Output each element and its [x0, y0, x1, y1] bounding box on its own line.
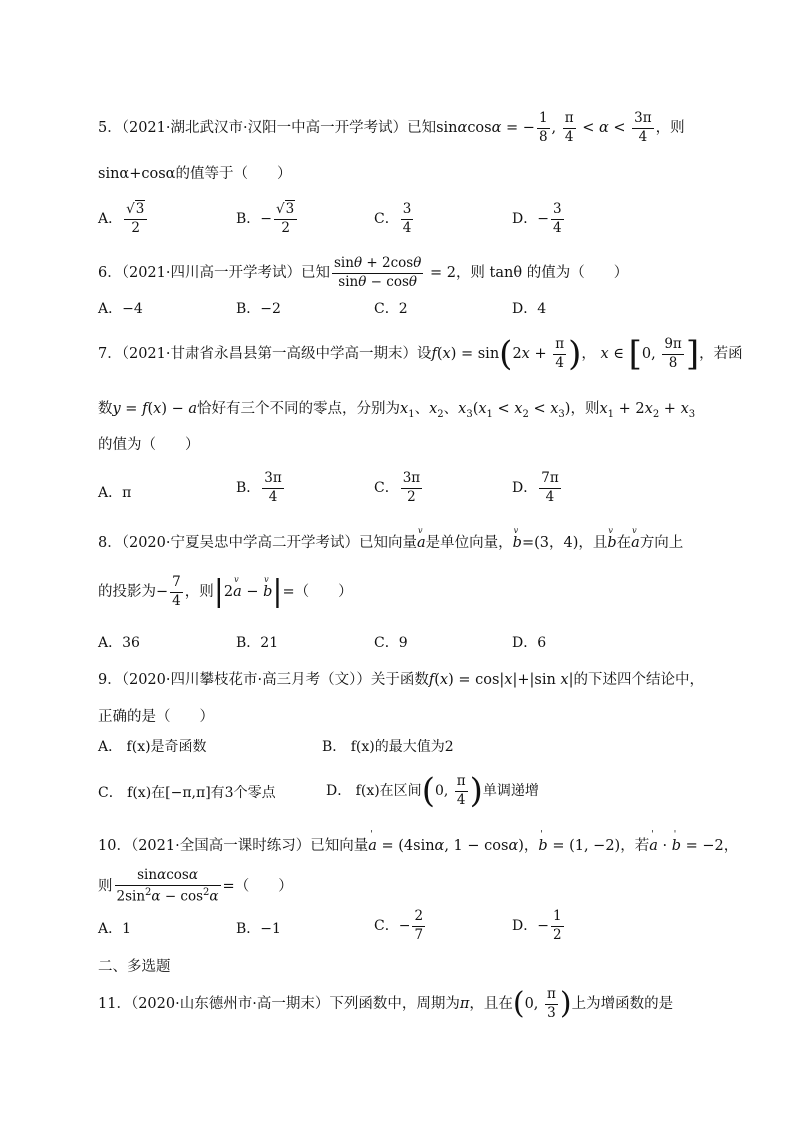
section-title: 二、多选题	[98, 959, 171, 975]
q9-stem-line1: 9．（2020·四川攀枝花市·高三月考（文））关于函数f(x) = cos|x|+|sin x|的下述四个结论中，	[98, 672, 704, 688]
q9-option-b: B． f(x)的最大值为2	[322, 739, 454, 755]
q8-option-d: D．6	[512, 635, 547, 651]
q8-option-c: C．9	[374, 635, 408, 651]
q10-option-d: D．− $\frac{1}{2}$	[512, 908, 562, 943]
q5-option-a: A． $\frac{√3}{2}$	[98, 203, 149, 235]
q11-stem: 11．（2020·山东德州市·高一期末）下列函数中，周期为π，且在(0, $\frac{\pi}{3}$ )上为增函数的是	[98, 986, 674, 1021]
q6-option-b: B．−2	[236, 301, 281, 317]
q8-option-b: B．21	[236, 635, 279, 651]
q7-option-d: D． $\frac{7\pi}{4}$	[512, 470, 559, 505]
q9-option-c: C． f(x)在[−π,π]有3个零点	[98, 785, 276, 801]
q7-option-b: B． $\frac{3\pi}{4}$	[236, 470, 282, 505]
q9-stem-line2: 正确的是（ ）	[98, 709, 214, 725]
q5-option-b: B．− $\frac{√3}{2}$	[236, 203, 299, 235]
q10-option-b: B．−1	[236, 921, 281, 937]
q6-stem: 6．（2021·四川高一开学考试）已知 $\frac{\sin\theta + 2\cos\theta}{\sin\theta - \cos\theta}$ = 2，则 tanθ 的值为（ ）	[98, 255, 629, 290]
q5-stem-line1: 5．（2021·湖北武汉市·汉阳一中高一开学考试）已知sinαcosα = − $\frac{1}{8}$ , $\frac{\pi}{4}$ < α < $\frac{3\pi}{4}$ ，则	[98, 110, 685, 145]
q6-option-a: A．−4	[98, 301, 143, 317]
q5-option-d: D．− $\frac{3}{4}$	[512, 201, 562, 236]
q7-stem-line3: 的值为（ ）	[98, 437, 200, 453]
q8-stem-line2: 的投影为− $\frac{7}{4}$ ，则|2v a − v b|=（ ）	[98, 576, 353, 608]
q10-stem-line2: 则 $\frac{\sin\alpha\cos\alpha}{2\sin^2\alpha - \cos^2\alpha}$ =（ ）	[98, 867, 293, 904]
q5-option-c: C． $\frac{3}{4}$	[374, 201, 412, 236]
q8-option-a: A．36	[98, 635, 140, 651]
q10-option-a: A．1	[98, 921, 132, 937]
q5-stem-line2: sinα+cosα的值等于（ ）	[98, 166, 292, 182]
q6-option-c: C．2	[374, 301, 408, 317]
q10-option-c: C．− $\frac{2}{7}$	[374, 908, 424, 943]
q7-stem-line2: 数y = f(x) − a恰好有三个不同的零点，分别为$x_1$、$x_2$、$x_3(x_1 < x_2 < x_3)$，则$x_1 + 2x_2 + x_3$	[98, 401, 696, 420]
q8-stem-line1: 8．（2020·宁夏吴忠中学高二开学考试）已知向量v a是单位向量，v b=(3，4)，且v b在v a方向上	[98, 536, 683, 551]
q10-stem-line1: 10．（2021·全国高一课时练习）已知向量' a = (4sinα, 1 − cosα)，' b = (1, −2)，若' a · ' b = −2，	[98, 839, 738, 854]
q7-option-a: A．π	[98, 485, 132, 501]
q7-stem-line1: 7．（2021·甘肃省永昌县第一高级中学高一期末）设f(x) = sin(2x + $\frac{\pi}{4}$ )， x ∈ [0, $\frac{9\pi}{8}$ ]，若函	[98, 334, 743, 374]
q7-option-c: C． $\frac{3\pi}{2}$	[374, 470, 421, 505]
q9-option-a: A． f(x)是奇函数	[98, 739, 207, 755]
q6-option-d: D．4	[512, 301, 547, 317]
q9-option-d: D． f(x)在区间(0, $\frac{\pi}{4}$ )单调递增	[326, 771, 539, 811]
